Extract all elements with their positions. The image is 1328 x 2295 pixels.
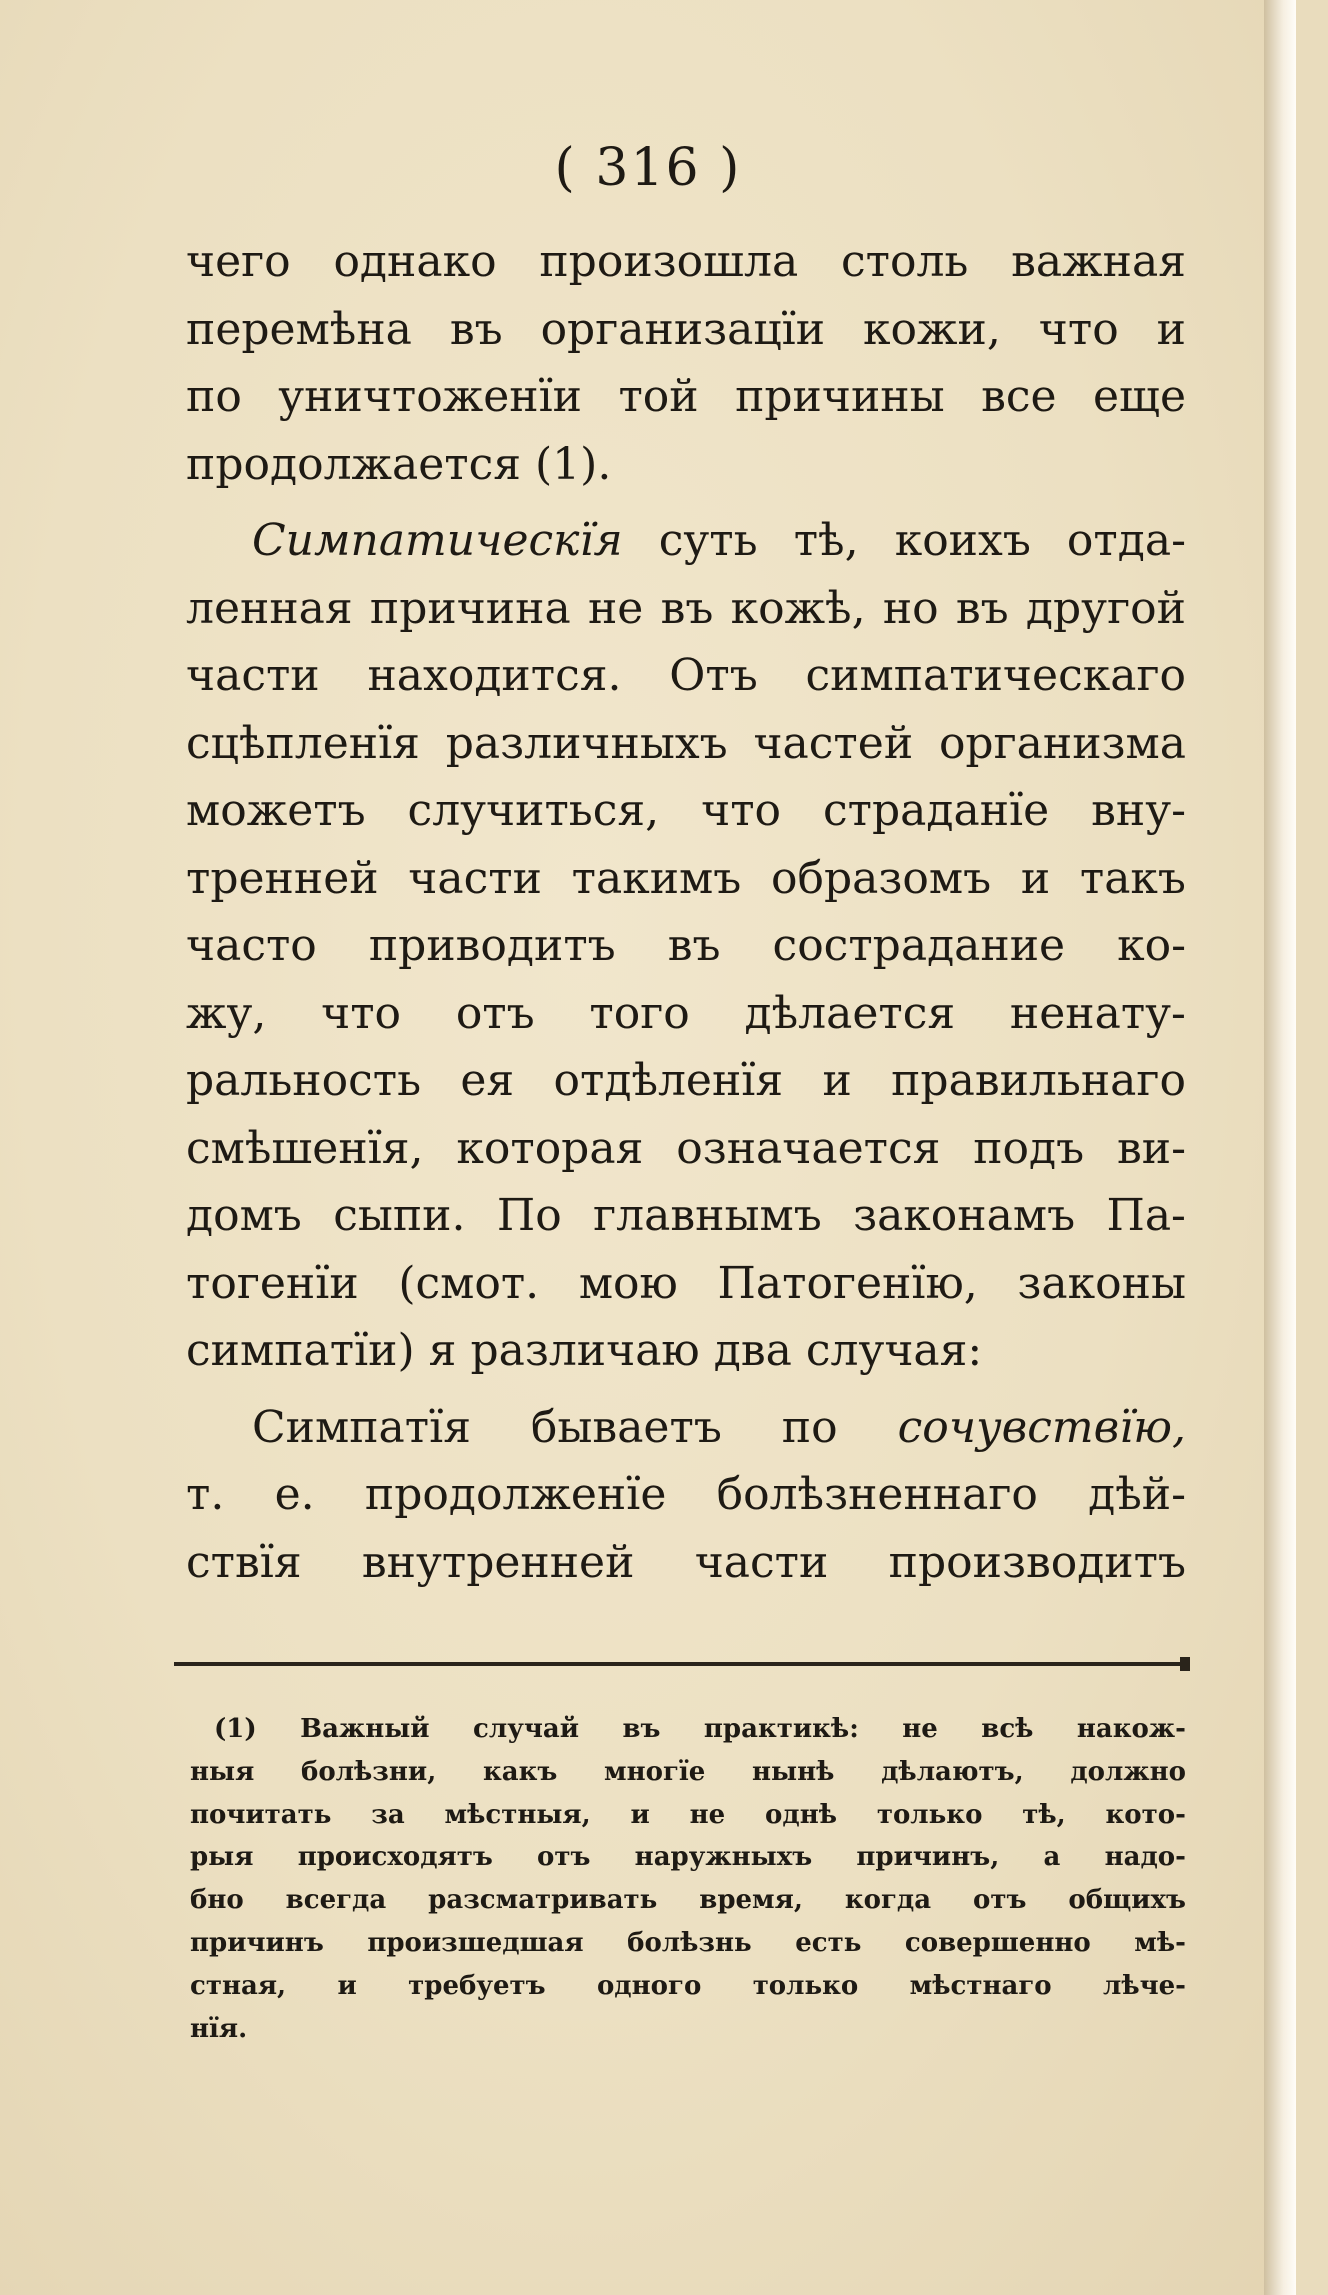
word: не	[689, 1799, 726, 1830]
word: только	[876, 1799, 983, 1830]
word: е.	[274, 1469, 315, 1520]
word: происходятъ	[297, 1842, 493, 1873]
word: вну-	[1091, 785, 1186, 836]
text-line	[186, 507, 1186, 575]
text-line	[186, 1529, 1186, 1597]
word: болѣзнь	[627, 1927, 752, 1958]
word: случиться,	[407, 785, 660, 836]
footnote-line	[190, 1708, 1186, 1751]
word: части	[408, 852, 542, 904]
word: и	[822, 1055, 852, 1106]
word: Отъ	[669, 650, 758, 701]
word: правильнаго	[891, 1055, 1186, 1106]
text-line	[186, 1047, 1186, 1115]
word: что	[701, 785, 782, 836]
word: ствїя	[186, 1536, 302, 1588]
text-line	[186, 431, 1186, 499]
page-edge	[1264, 0, 1296, 2295]
text-line	[186, 710, 1186, 778]
text-line	[186, 575, 1186, 643]
word: совершенно	[904, 1927, 1091, 1958]
word: общихъ	[1068, 1885, 1186, 1916]
word: дѣлается	[744, 987, 956, 1039]
word: домъ	[186, 1190, 302, 1241]
word: произошла	[539, 236, 799, 287]
word: мѣстныя,	[444, 1799, 591, 1830]
word: лѣче-	[1103, 1970, 1186, 2001]
word: Патогенїю,	[717, 1257, 978, 1309]
word: ко-	[1117, 920, 1186, 971]
word: почитать	[190, 1799, 332, 1830]
word: законы	[1017, 1257, 1186, 1309]
word: однѣ	[765, 1799, 838, 1830]
word: части	[694, 1536, 829, 1588]
word: отда-	[1066, 515, 1186, 566]
word: частей	[753, 717, 914, 769]
text-line	[186, 642, 1186, 710]
text-line	[186, 1250, 1186, 1318]
footnote-line	[190, 1794, 1186, 1837]
word: рыя	[190, 1842, 254, 1873]
footnote-divider	[174, 1662, 1188, 1666]
word: тренней	[186, 852, 379, 904]
word: причины	[735, 371, 945, 422]
word: я	[428, 1325, 457, 1376]
word: такимъ	[571, 852, 742, 904]
text-line	[186, 296, 1186, 364]
word: ви-	[1116, 1122, 1186, 1174]
term-consensus: сочувствїю,	[897, 1401, 1186, 1453]
body-text	[186, 228, 1186, 1596]
word: внутренней	[361, 1536, 635, 1588]
word: все	[981, 371, 1057, 422]
word: всѣ	[981, 1714, 1034, 1744]
word: причинъ,	[856, 1842, 1000, 1873]
footnote-ref: (1).	[535, 438, 612, 490]
word: производитъ	[888, 1536, 1186, 1588]
text-line	[186, 1182, 1186, 1250]
word: а	[1043, 1842, 1061, 1873]
word: сцѣпленїя	[186, 717, 420, 769]
word: Важный	[300, 1714, 430, 1744]
word: суть	[658, 515, 758, 566]
word: различаю	[470, 1325, 700, 1376]
word: что	[1038, 303, 1119, 355]
word: наружныхъ	[634, 1842, 813, 1873]
word: и	[1156, 303, 1186, 355]
word: чего	[186, 236, 291, 287]
word: продолжается	[186, 438, 522, 490]
text-line	[186, 1115, 1186, 1183]
word: той	[618, 371, 699, 422]
footnote-line	[190, 1922, 1186, 1965]
word: (смот.	[398, 1257, 540, 1309]
word: мою	[578, 1257, 678, 1309]
word: время,	[699, 1885, 803, 1916]
word: смѣшенїя,	[186, 1122, 424, 1174]
page-number: ( 316 )	[554, 138, 742, 198]
word: ленная	[186, 582, 353, 634]
word: ныя	[190, 1756, 255, 1787]
footnote-line	[190, 1879, 1186, 1922]
word: случай	[473, 1714, 580, 1744]
word: симпатїи)	[186, 1325, 415, 1376]
word: въ	[667, 920, 721, 971]
footnote-line	[190, 2008, 1186, 2051]
word: различныхъ	[445, 717, 728, 769]
word: по	[186, 371, 242, 422]
word: другой	[1025, 582, 1186, 634]
text-line	[186, 1394, 1186, 1462]
word: есть	[795, 1927, 862, 1958]
word: которая	[456, 1122, 644, 1174]
word: части	[186, 650, 320, 701]
word: нїя.	[190, 2013, 248, 2044]
word: организацїи	[540, 303, 826, 355]
text-line	[186, 845, 1186, 913]
word: часто	[186, 920, 317, 971]
word: находится.	[367, 650, 622, 701]
word: кото-	[1105, 1799, 1186, 1830]
word: приводитъ	[368, 920, 616, 971]
footnote-line	[190, 1836, 1186, 1879]
word: ральность	[186, 1055, 422, 1106]
word: законамъ	[853, 1190, 1076, 1241]
word: тѣ,	[1022, 1799, 1066, 1830]
word: нынѣ	[751, 1756, 835, 1787]
word: кожи,	[863, 303, 1001, 355]
text-line	[186, 912, 1186, 980]
word: сыпи.	[333, 1190, 466, 1241]
term-sympathetic: Симпатическїя	[252, 515, 623, 566]
text-line	[186, 777, 1186, 845]
word: По	[496, 1190, 562, 1241]
word: перемѣна	[186, 303, 412, 355]
text-line	[186, 1461, 1186, 1529]
word: дѣлаютъ,	[881, 1756, 1024, 1787]
word: Симпатїя	[252, 1401, 471, 1453]
word: важная	[1011, 236, 1186, 287]
word: образомъ	[771, 852, 992, 904]
word: уничтоженїи	[278, 371, 582, 422]
text-line	[186, 363, 1186, 431]
word: Па-	[1106, 1190, 1186, 1241]
word: всегда	[285, 1885, 387, 1916]
word: означается	[676, 1122, 941, 1174]
word: кожѣ,	[730, 582, 866, 634]
word: главнымъ	[593, 1190, 822, 1241]
word: отъ	[537, 1842, 591, 1873]
word: и	[630, 1799, 650, 1830]
word: только	[752, 1970, 859, 2001]
word: организма	[938, 717, 1186, 769]
word: тогенїи	[186, 1257, 359, 1309]
footnote-line	[190, 1965, 1186, 2008]
word: симпатическаго	[805, 650, 1186, 701]
text-line	[186, 980, 1186, 1048]
word: мѣ-	[1134, 1927, 1186, 1958]
word: того	[589, 987, 690, 1039]
word: не	[902, 1714, 938, 1744]
word: бно	[190, 1885, 244, 1916]
word: отъ	[455, 987, 535, 1039]
word: ея	[460, 1055, 515, 1106]
word: въ	[660, 582, 714, 634]
word: бываетъ	[530, 1401, 722, 1453]
word: требуетъ	[408, 1970, 546, 2001]
text-line	[186, 1317, 1186, 1385]
word: коихъ	[894, 515, 1031, 566]
word: причина	[369, 582, 571, 634]
word: причинъ	[190, 1927, 324, 1958]
word: однако	[333, 236, 497, 287]
word: въ	[449, 303, 503, 355]
word: что	[321, 987, 402, 1039]
footnote-marker: (1)	[214, 1714, 257, 1744]
word: и	[1020, 852, 1051, 904]
word: столь	[841, 236, 969, 287]
word: подъ	[973, 1122, 1085, 1174]
word: болѣзни,	[301, 1756, 437, 1787]
word: отдѣленїя	[553, 1055, 784, 1106]
word: жу,	[186, 987, 267, 1039]
word: мѣстнаго	[909, 1970, 1052, 2001]
word: надо-	[1104, 1842, 1186, 1873]
word: за	[371, 1799, 405, 1830]
word: какъ	[482, 1756, 558, 1787]
word: можетъ	[186, 785, 366, 836]
word: многїе	[603, 1756, 706, 1787]
word: въ	[622, 1714, 661, 1744]
footnote	[190, 1708, 1186, 2050]
word: болѣзненнаго	[716, 1469, 1038, 1520]
word: случая:	[805, 1325, 983, 1376]
word: стная,	[190, 1970, 287, 2001]
word: когда	[844, 1885, 932, 1916]
word: одного	[596, 1970, 702, 2001]
word: сострадание	[772, 920, 1066, 971]
text-line	[186, 228, 1186, 296]
word: практикѣ:	[703, 1714, 859, 1744]
word: продолженїе	[364, 1469, 667, 1520]
word: дѣй-	[1088, 1469, 1186, 1520]
word: накож-	[1076, 1714, 1186, 1744]
word: въ	[955, 582, 1009, 634]
word: и	[337, 1970, 357, 2001]
word: страданїе	[823, 785, 1050, 836]
word: такъ	[1079, 852, 1186, 904]
word: тѣ,	[793, 515, 859, 566]
word: по	[781, 1401, 838, 1453]
word: ненату-	[1009, 987, 1186, 1039]
word: должно	[1070, 1756, 1186, 1787]
word: отъ	[973, 1885, 1027, 1916]
word: не	[587, 582, 644, 634]
word: разсматривать	[428, 1885, 658, 1916]
word: два	[713, 1325, 792, 1376]
word: т.	[186, 1469, 225, 1520]
word: еще	[1093, 371, 1186, 422]
word: но	[882, 582, 939, 634]
footnote-line	[190, 1751, 1186, 1794]
word: произшедшая	[367, 1927, 584, 1958]
